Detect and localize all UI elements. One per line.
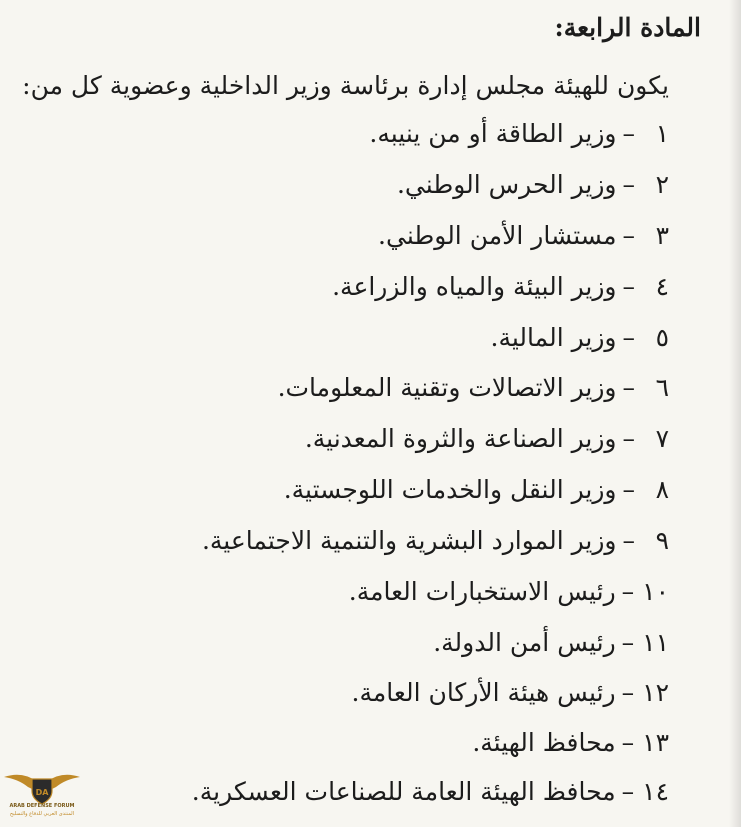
item-text: محافظ الهيئة. <box>472 728 616 757</box>
item-text: وزير النقل والخدمات اللوجستية. <box>283 475 617 504</box>
logo-english-name: ARAB DEFENSE FORUM <box>9 803 75 809</box>
item-dash: – <box>621 728 635 757</box>
item-text: مستشار الأمن الوطني. <box>378 221 617 250</box>
item-text: رئيس هيئة الأركان العامة. <box>351 678 616 707</box>
item-number: ١٢ <box>642 678 669 707</box>
item-dash: – <box>621 777 635 806</box>
item-dash: – <box>622 424 635 453</box>
item-text: رئيس أمن الدولة. <box>433 628 616 657</box>
item-dash: – <box>622 475 635 504</box>
list-item <box>433 619 669 667</box>
item-text: وزير المالية. <box>490 323 617 352</box>
list-item <box>332 263 669 311</box>
item-dash: – <box>622 323 635 352</box>
item-number: ٦ <box>655 373 669 402</box>
item-dash: – <box>622 221 635 250</box>
article-intro: يكون للهيئة مجلس إدارة برئاسة وزير الداخلية وعضوية كل من: <box>22 71 669 100</box>
item-text: وزير الاتصالات وتقنية المعلومات. <box>277 373 617 402</box>
item-number: ١ <box>655 119 669 148</box>
item-text: وزير البيئة والمياه والزراعة. <box>332 272 617 301</box>
item-dash: – <box>621 678 635 707</box>
item-text: محافظ الهيئة العامة للصناعات العسكرية. <box>191 777 616 806</box>
list-item <box>192 768 669 816</box>
item-number: ٢ <box>655 170 669 199</box>
item-dash: – <box>621 628 635 657</box>
item-dash: – <box>622 170 635 199</box>
item-text: رئيس الاستخبارات العامة. <box>348 577 616 606</box>
item-number: ١٠ <box>642 577 669 606</box>
item-dash: – <box>622 526 635 555</box>
item-text: وزير الصناعة والثروة المعدنية. <box>304 424 617 453</box>
item-number: ٤ <box>655 272 669 301</box>
list-item <box>369 110 669 158</box>
list-item <box>349 568 669 616</box>
forum-watermark-logo <box>2 767 82 825</box>
logo-arabic-name: المنتدى العربي للدفاع والتسليح <box>9 811 75 817</box>
eagle-shield-icon <box>2 767 82 807</box>
article-heading: المادة الرابعة: <box>554 13 701 42</box>
page-edge-shadow <box>729 0 741 827</box>
item-text: وزير الحرس الوطني. <box>396 170 617 199</box>
list-item <box>352 669 669 717</box>
list-item <box>305 415 669 463</box>
item-number: ٩ <box>655 526 669 555</box>
item-dash: – <box>622 119 635 148</box>
logo-initials: DA <box>35 788 49 797</box>
item-number: ٨ <box>655 475 669 504</box>
item-number: ٣ <box>655 221 669 250</box>
item-dash: – <box>622 272 635 301</box>
list-item <box>472 719 669 767</box>
list-item <box>278 364 669 412</box>
list-item <box>284 466 669 514</box>
list-item <box>378 212 669 260</box>
item-number: ٧ <box>655 424 669 453</box>
item-text: وزير الطاقة أو من ينيبه. <box>369 119 617 148</box>
item-number: ١٤ <box>642 777 669 806</box>
item-number: ١١ <box>642 628 669 657</box>
list-item <box>202 517 669 565</box>
item-number: ١٣ <box>642 728 669 757</box>
item-number: ٥ <box>655 323 669 352</box>
list-item <box>397 161 669 209</box>
list-item <box>491 314 670 362</box>
item-text: وزير الموارد البشرية والتنمية الاجتماعية. <box>201 526 617 555</box>
item-dash: – <box>621 577 635 606</box>
item-dash: – <box>622 373 635 402</box>
